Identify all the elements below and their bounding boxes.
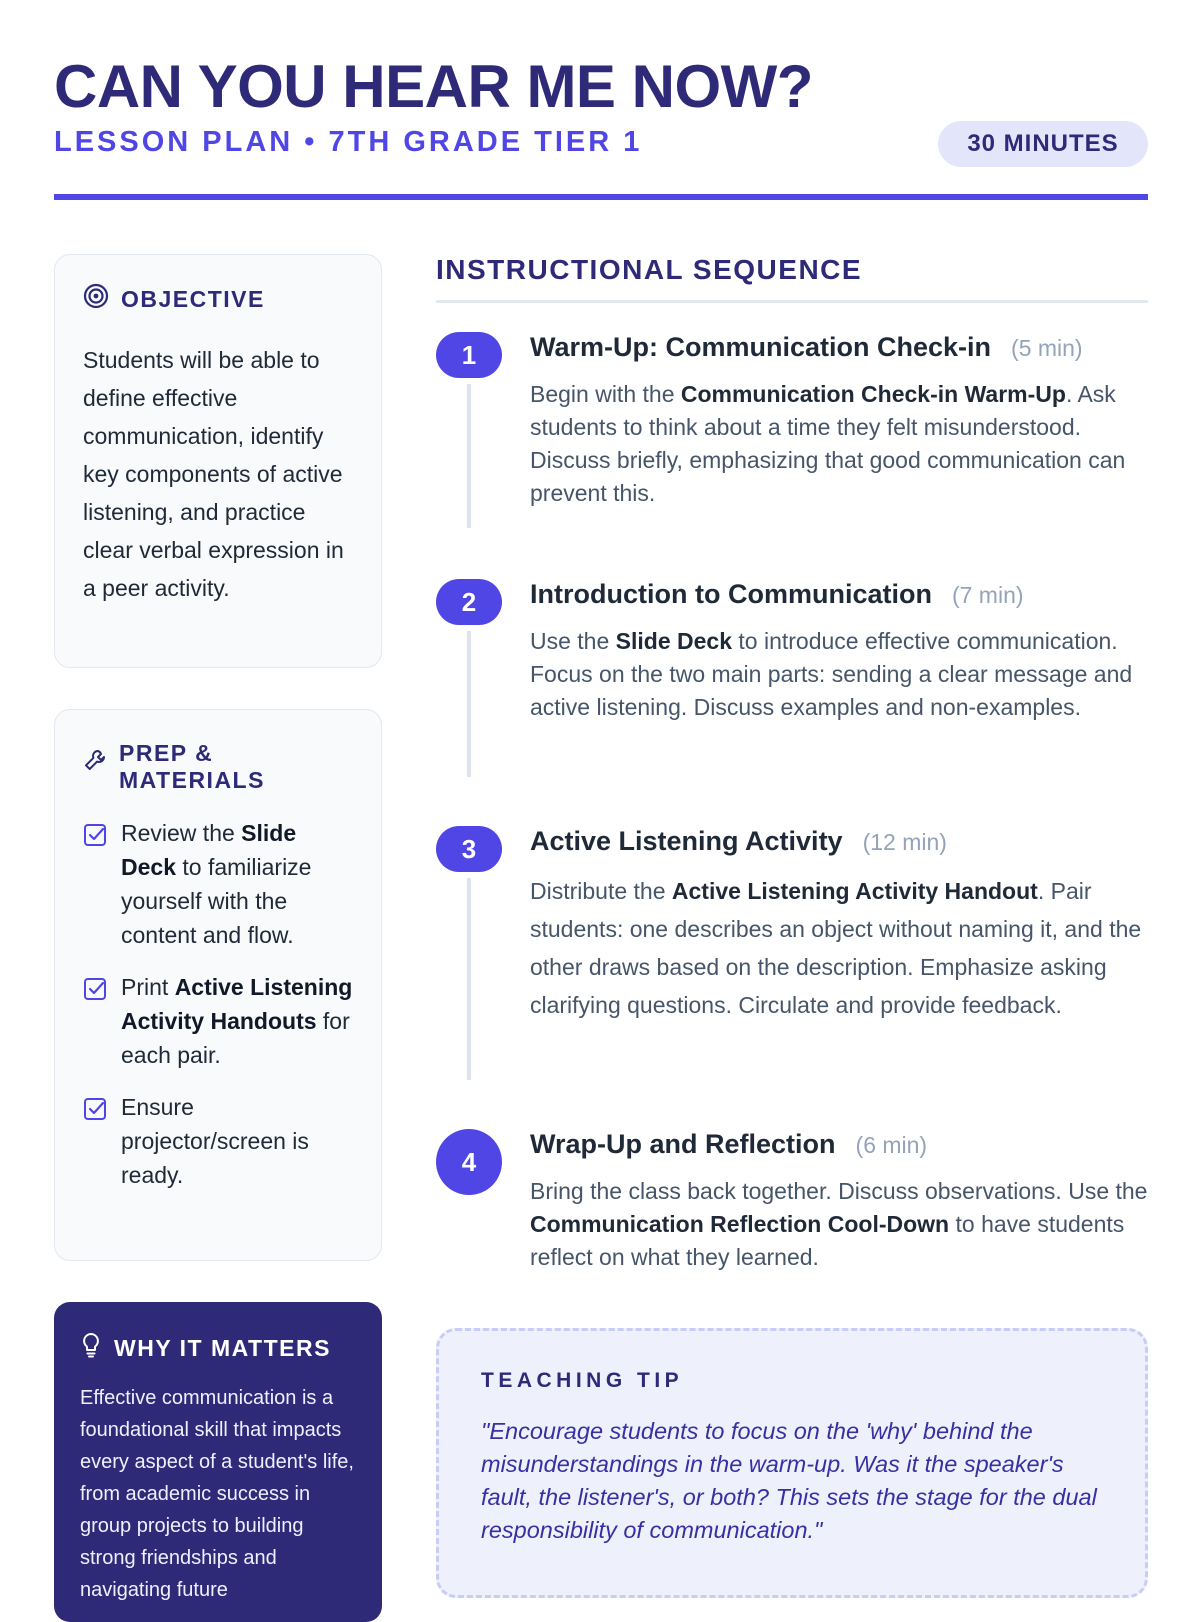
teaching-tip-text: "Encourage students to focus on the 'why' behind the misunderstandings in the warm-up. Was it the speaker's fault, the listener's, or both? This sets the stage for the dual responsibility of communication." <box>481 1418 1097 1543</box>
sequence-heading: INSTRUCTIONAL SEQUENCE <box>436 254 863 285</box>
prep-item-highlight: Slide Deck <box>121 820 297 880</box>
step-description: Distribute the Active Listening Activity Handout. Pair students: one describes an object without naming it, and the other draws based on the description. Emphasize asking clarifying questions. Circulate and provide feedback. <box>530 878 1142 1018</box>
step-title: Wrap-Up and Reflection <box>530 1129 836 1159</box>
prep-item: Print Active Listening Activity Handouts for each pair. <box>83 970 353 1072</box>
objective-heading <box>83 283 353 315</box>
timeline-connector <box>467 631 471 777</box>
sequence-step-4 <box>436 1129 1148 1279</box>
prep-heading-line2: MATERIALS <box>119 767 265 793</box>
step-title-row <box>530 579 1024 610</box>
step-resource: Active Listening Activity Handout <box>671 878 1038 904</box>
step-duration: (12 min) <box>862 829 947 855</box>
checkbox-checked-icon <box>83 822 107 856</box>
lesson-subtitle: LESSON PLAN • 7TH GRADE TIER 1 <box>54 126 643 158</box>
step-number-badge: 1 <box>436 332 502 378</box>
why-heading-label: WHY IT MATTERS <box>114 1334 331 1361</box>
checkbox-checked-icon <box>83 976 107 1010</box>
step-description: Bring the class back together. Discuss observations. Use the Communication Reflection Cool-Down to have students reflect on what they learned. <box>530 1178 1148 1270</box>
step-resource: Communication Reflection Cool-Down <box>530 1211 950 1237</box>
step-number-badge: 2 <box>436 579 502 625</box>
page-title: CAN YOU HEAR ME NOW? <box>54 53 813 120</box>
objective-card <box>54 254 382 668</box>
step-title: Introduction to Communication <box>530 579 932 609</box>
step-title: Active Listening Activity <box>530 826 843 856</box>
step-title-row <box>530 826 947 857</box>
prep-checklist <box>83 816 353 1192</box>
timeline-connector <box>467 384 471 528</box>
teaching-tip-box <box>436 1328 1148 1598</box>
header-divider <box>54 194 1148 200</box>
prep-heading <box>83 740 353 794</box>
sequence-step-1 <box>436 332 1148 532</box>
prep-item: Review the Slide Deck to familiarize yourself with the content and flow. <box>83 816 353 952</box>
why-heading <box>80 1332 356 1364</box>
prep-materials-card <box>54 709 382 1261</box>
step-duration: (7 min) <box>951 582 1024 608</box>
objective-heading-label: OBJECTIVE <box>121 285 265 312</box>
step-title-row <box>530 1129 927 1160</box>
teaching-tip-label: TEACHING TIP <box>481 1369 684 1392</box>
step-title: Warm-Up: Communication Check-in <box>530 332 992 362</box>
sequence-divider <box>436 300 1148 303</box>
step-number-badge: 3 <box>436 826 502 872</box>
step-duration: (6 min) <box>855 1132 928 1158</box>
prep-heading-line1: PREP & <box>119 740 214 766</box>
sequence-step-3 <box>436 826 1148 1086</box>
wrench-icon <box>83 748 107 778</box>
target-icon <box>83 283 109 315</box>
step-title-row <box>530 332 1083 363</box>
step-description: Begin with the Communication Check-in Warm-Up. Ask students to think about a time they felt misunderstood. Discuss briefly, emphasizing that good communication can prevent this. <box>530 381 1126 506</box>
sequence-step-2 <box>436 579 1148 779</box>
step-resource: Slide Deck <box>615 628 732 654</box>
step-number-badge: 4 <box>436 1129 502 1195</box>
timeline-connector <box>467 878 471 1080</box>
why-text: Effective communication is a foundational skill that impacts every aspect of a student's life, from academic success in group projects to building strong friendships and navigating future <box>80 1387 354 1601</box>
duration-badge: 30 MINUTES <box>938 121 1148 167</box>
step-description: Use the Slide Deck to introduce effective communication. Focus on the two main parts: sending a clear message and active listening. Discuss examples and non-examples. <box>530 628 1133 720</box>
objective-text: Students will be able to define effective communication, identify key components of active listening, and practice clear verbal expression in a peer activity. <box>83 347 344 601</box>
prep-item: Ensure projector/screen is ready. <box>83 1090 353 1192</box>
checkbox-checked-icon <box>83 1096 107 1130</box>
step-duration: (5 min) <box>1011 335 1083 361</box>
prep-item-highlight: Active Listening Activity Handouts <box>121 974 353 1034</box>
lightbulb-icon <box>80 1332 102 1364</box>
step-resource: Communication Check-in Warm-Up <box>680 381 1066 407</box>
why-it-matters-card <box>54 1302 382 1622</box>
